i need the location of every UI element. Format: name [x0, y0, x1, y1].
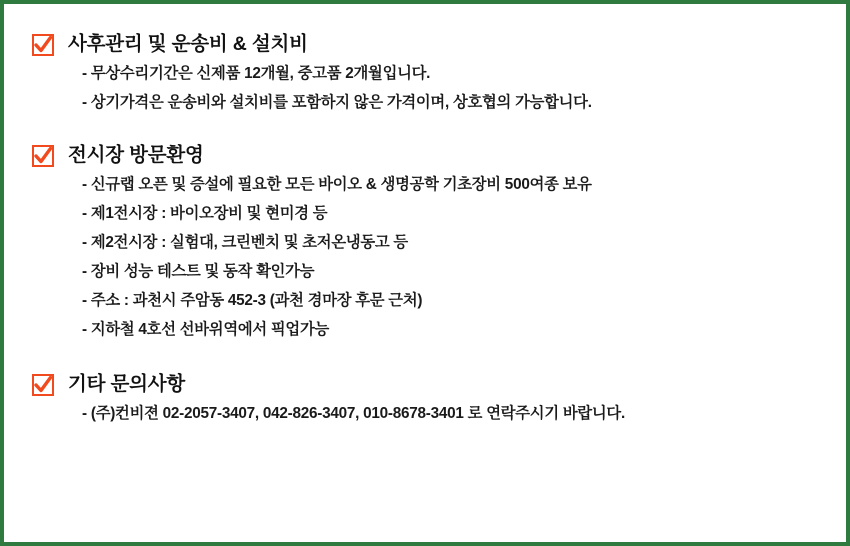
list-item: - 무상수리기간은 신제품 12개월, 중고품 2개월입니다.	[82, 65, 431, 82]
list-item: - 주소 : 과천시 주암동 452-3 (과천 경마장 후문 근처)	[82, 292, 423, 309]
section-other-inquiries	[32, 372, 818, 424]
document-body	[4, 4, 846, 542]
section-header	[32, 32, 818, 56]
section-title: 전시장 방문환영	[68, 144, 204, 166]
orange-check-icon	[32, 34, 54, 56]
list-item: - 지하철 4호선 선바위역에서 픽업가능	[82, 321, 330, 338]
section-title: 기타 문의사항	[68, 373, 186, 395]
section-title: 사후관리 및 운송비 & 설치비	[68, 33, 308, 55]
orange-check-icon	[32, 374, 54, 396]
orange-check-icon	[32, 145, 54, 167]
section-bullet-list	[32, 175, 818, 340]
section-header	[32, 372, 818, 396]
section-bullet-list	[32, 404, 818, 424]
list-item: - (주)컨비젼 02-2057-3407, 042-826-3407, 010-8678-3401 로 연락주시기 바랍니다.	[82, 405, 625, 422]
section-bullet-list	[32, 64, 818, 113]
list-item: - 신규랩 오픈 및 증설에 필요한 모든 바이오 & 생명공학 기초장비 500여종 보유	[82, 176, 592, 193]
list-item: - 상기가격은 운송비와 설치비를 포함하지 않은 가격이며, 상호협의 가능합니다.	[82, 94, 592, 111]
section-header	[32, 143, 818, 167]
section-after-sales	[32, 32, 818, 113]
list-item: - 제1전시장 : 바이오장비 및 현미경 등	[82, 205, 328, 222]
section-showroom	[32, 143, 818, 340]
list-item: - 장비 성능 테스트 및 동작 확인가능	[82, 263, 315, 280]
list-item: - 제2전시장 : 실험대, 크린벤치 및 초저온냉동고 등	[82, 234, 408, 251]
